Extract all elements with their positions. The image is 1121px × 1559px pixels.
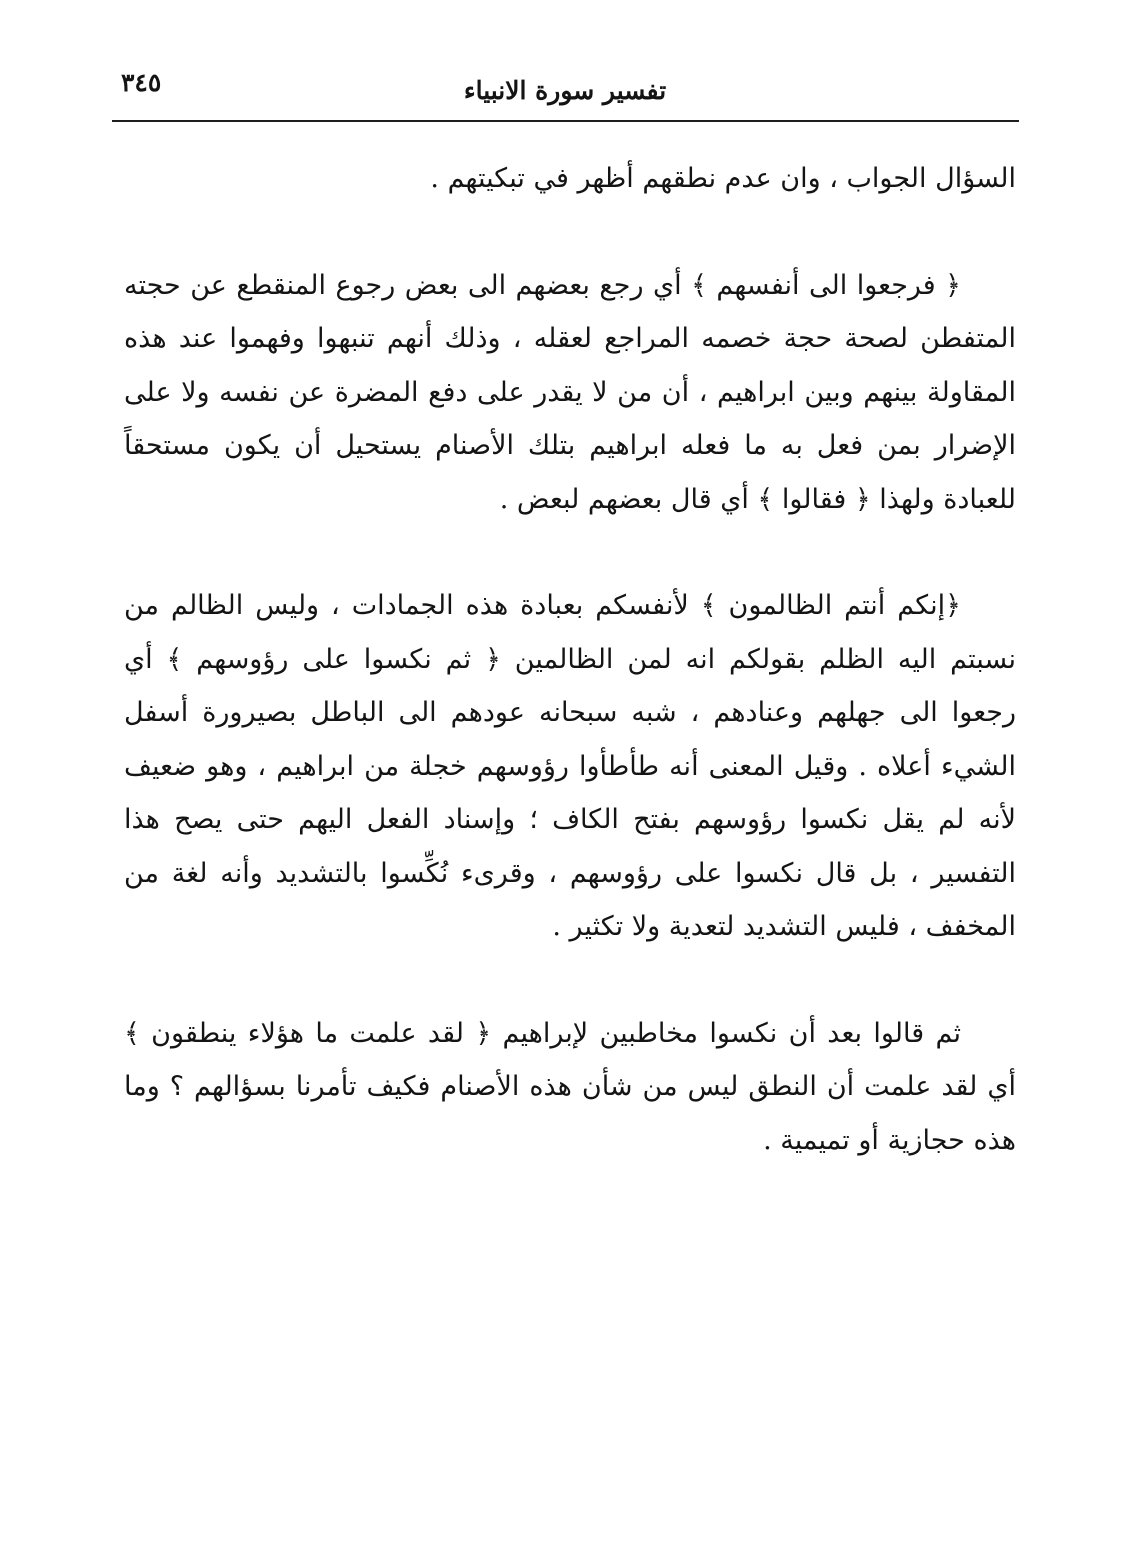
paragraph-3: ﴿إنكم أنتم الظالمون ﴾ لأنفسكم بعبادة هذه الجمادات ، وليس الظالم من نسبتم اليه الظلم بقولكم انه لمن الظالمين ﴿ ثم نكسوا على رؤوسهم ﴾ أي رجعوا الى جهلهم وعنادهم ، شبه سبحانه عودهم الى الباطل بصيرورة أسفل الشيء أعلاه . وقيل المعنى أنه طأطأوا رؤوسهم خجلة من ابراهيم ، وهو ضعيف لأنه لم يقل نكسوا رؤوسهم بفتح الكاف ؛ وإسناد الفعل اليهم حتى يصح هذا التفسير ، بل قال نكسوا على رؤوسهم ، وقرىء نُكِّسوا بالتشديد وأنه لغة من المخفف ، فليس التشديد لتعدية ولا تكثير .	[124, 590, 1016, 942]
paragraph-2: ﴿ فرجعوا الى أنفسهم ﴾ أي رجع بعضهم الى بعض رجوع المنقطع عن حجته المتفطن لصحة حجة خصمه المراجع لعقله ، وذلك أنهم تنبهوا وفهموا عند هذه المقاولة بينهم وبين ابراهيم ، أن من لا يقدر على دفع المضرة عن نفسه ولا على الإضرار بمن فعل به ما فعله ابراهيم بتلك الأصنام يستحيل أن يكون مستحقاً للعبادة ولهذا ﴿ فقالوا ﴾ أي قال بعضهم لبعض .	[124, 269, 1016, 515]
page-body	[124, 152, 1016, 1167]
page-number: ٣٤٥	[121, 68, 162, 97]
paragraph-4: ثم قالوا بعد أن نكسوا مخاطبين لإبراهيم ﴿ لقد علمت ما هؤلاء ينطقون ﴾ أي لقد علمت أن النطق ليس من شأن هذه الأصنام فكيف تأمرنا بسؤالهم ؟ وما هذه حجازية أو تميمية .	[124, 1017, 1016, 1156]
running-header	[115, 62, 1015, 120]
page-title: تفسير سورة الانبياء	[463, 76, 667, 105]
header-divider	[112, 120, 1019, 122]
paragraph-1: السؤال الجواب ، وان عدم نطقهم أظهر في تبكيتهم .	[430, 163, 1016, 194]
